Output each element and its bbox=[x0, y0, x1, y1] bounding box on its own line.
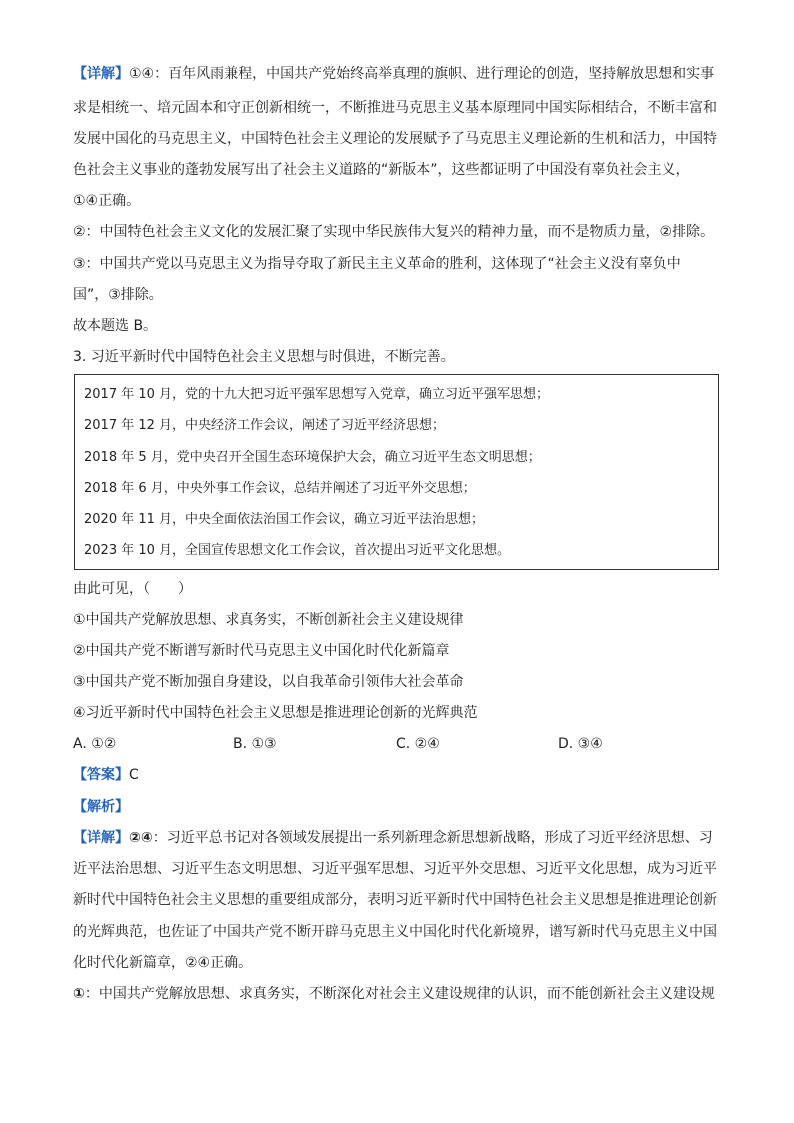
analysis-paragraph-line: 近平法治思想、习近平生态文明思想、习近平强军思想、习近平外交思想、习近平文化思想，成为习近平 bbox=[73, 861, 717, 877]
detail-tag: 【详解】 bbox=[73, 66, 129, 82]
detail-paragraph-line bbox=[73, 64, 714, 84]
timeline-item: 2018 年 6 月，中央外事工作会议，总结并阐述了习近平外交思想； bbox=[84, 481, 476, 496]
detail-paragraph-line: ③：中国共产党以马克思主义为指导夺取了新民主主义革命的胜利，这体现了“社会主义没有辜负中 bbox=[73, 256, 681, 272]
statement-item: ②中国共产党不断谱写新时代马克思主义中国化时代化新篇章 bbox=[73, 643, 450, 659]
analysis-heading bbox=[73, 797, 129, 817]
analysis-choice-ref: ②④ bbox=[129, 830, 153, 846]
option-d: D. ③④ bbox=[558, 736, 603, 752]
analysis-tag: 【解析】 bbox=[73, 799, 129, 815]
option-b: B. ①③ bbox=[233, 736, 277, 752]
question-stem: 3. 习近平新时代中国特色社会主义思想与时俱进，不断完善。 bbox=[73, 349, 455, 365]
conclusion-line: 故本题选 B。 bbox=[73, 318, 158, 334]
analysis-paragraph-line bbox=[73, 984, 715, 1004]
detail-paragraph-line: 发展中国化的马克思主义，中国特色社会主义理论的发展赋予了马克思主义理论新的生机和活力，中国特 bbox=[73, 131, 717, 147]
statement-item: ④习近平新时代中国特色社会主义思想是推进理论创新的光辉典范 bbox=[73, 705, 478, 721]
statement-item: ①中国共产党解放思想、求真务实，不断创新社会主义建设规律 bbox=[73, 612, 464, 628]
analysis-paragraph-line bbox=[73, 828, 713, 848]
answer-value: C bbox=[129, 767, 139, 783]
timeline-item: 2017 年 12 月，中央经济工作会议，阐述了习近平经济思想； bbox=[84, 418, 446, 433]
option-c: C. ②④ bbox=[396, 736, 440, 752]
analysis-paragraph-line: 化时代化新篇章，②④正确。 bbox=[73, 955, 253, 971]
analysis-paragraph-line: 新时代中国特色社会主义思想的重要组成部分，表明习近平新时代中国特色社会主义思想是推进理论创新 bbox=[73, 892, 717, 908]
detail-paragraph-line: ②：中国特色社会主义文化的发展汇聚了实现中华民族伟大复兴的精神力量，而不是物质力量，②排除。 bbox=[73, 224, 715, 240]
detail-paragraph-line: 色社会主义事业的蓬勃发展写出了社会主义道路的“新版本”，这些都证明了中国没有辜负社会主义， bbox=[73, 162, 690, 178]
analysis-choice-ref: ① bbox=[73, 986, 85, 1002]
question-prompt: 由此可见，（ ） bbox=[73, 581, 192, 597]
detail-text: ①④：百年风雨兼程，中国共产党始终高举真理的旗帜、进行理论的创造，坚持解放思想和实事 bbox=[129, 66, 715, 82]
answer-tag: 【答案】 bbox=[73, 767, 129, 783]
timeline-box bbox=[74, 374, 719, 570]
timeline-item: 2023 年 10 月，全国宣传思想文化工作会议，首次提出习近平文化思想。 bbox=[84, 543, 511, 558]
detail-paragraph-line: 求是相统一、培元固本和守正创新相统一，不断推进马克思主义基本原理同中国实际相结合，不断丰富和 bbox=[73, 100, 717, 116]
analysis-text: ：中国共产党解放思想、求真务实，不断深化对社会主义建设规律的认识，而不能创新社会主义建设规 bbox=[84, 986, 715, 1002]
timeline-item: 2018 年 5 月，党中央召开全国生态环境保护大会，确立习近平生态文明思想； bbox=[84, 450, 541, 465]
option-a: A. ①② bbox=[73, 736, 117, 752]
detail-paragraph-line: ①④正确。 bbox=[73, 193, 141, 209]
timeline-item: 2020 年 11 月，中央全面依法治国工作会议，确立习近平法治思想； bbox=[84, 512, 485, 527]
timeline-item: 2017 年 10 月，党的十九大把习近平强军思想写入党章，确立习近平强军思想； bbox=[84, 387, 550, 402]
detail-tag: 【详解】 bbox=[73, 830, 129, 846]
statement-item: ③中国共产党不断加强自身建设，以自我革命引领伟大社会革命 bbox=[73, 674, 464, 690]
detail-paragraph-line: 国”，③排除。 bbox=[73, 287, 163, 303]
analysis-paragraph-line: 的光辉典范，也佐证了中国共产党不断开辟马克思主义中国化时代化新境界，谱写新时代马克思主义中国 bbox=[73, 924, 717, 940]
answer-line bbox=[73, 765, 139, 785]
analysis-text: ：习近平总书记对各领域发展提出一系列新理念新思想新战略，形成了习近平经济思想、习 bbox=[152, 830, 713, 846]
